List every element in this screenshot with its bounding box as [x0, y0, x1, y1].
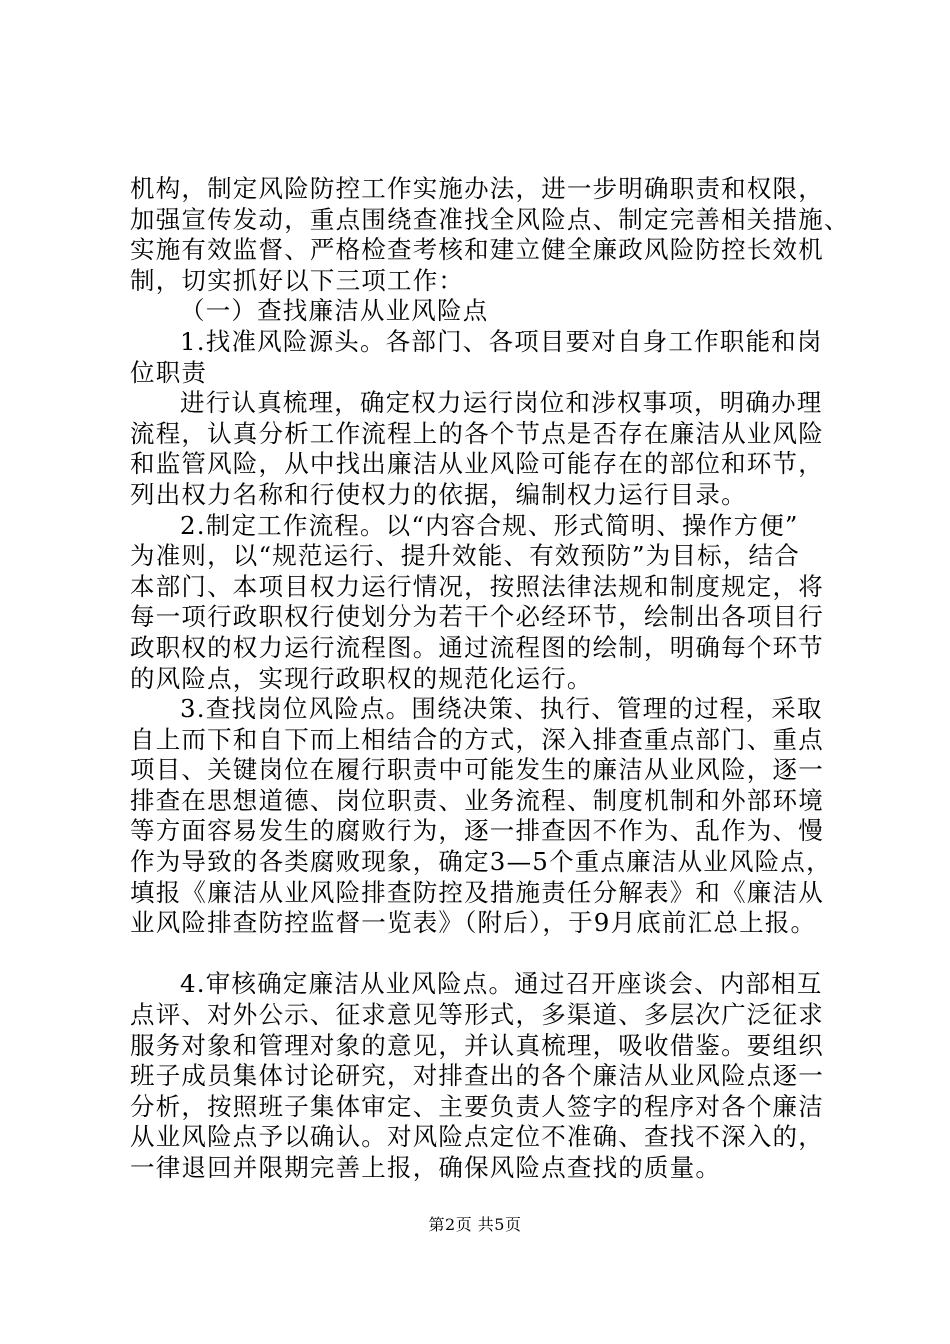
text-line: 从业风险点予以确认。对风险点定位不准确、查找不深入的， — [130, 1122, 824, 1152]
text-line: 点评、对外公示、征求意见等形式，多渠道、多层次广泛征求 — [130, 1000, 824, 1030]
text-line: 等方面容易发生的腐败行为，逐一排查因不作为、乱作为、慢 — [130, 816, 824, 846]
text-line: 机构，制定风险防控工作实施办法，进一步明确职责和权限， — [130, 174, 824, 203]
text-line: 的风险点，实现行政职权的规范化运行。 — [130, 663, 593, 693]
text-line: 政职权的权力运行流程图。通过流程图的绘制，明确每个环节 — [130, 632, 824, 662]
text-line: 一律退回并限期完善上报，确保风险点查找的质量。 — [130, 1153, 722, 1182]
text-line: 1.找准风险源头。各部门、各项目要对自身工作职能和岗 — [180, 326, 823, 356]
text-line: 业风险排查防控监督一览表》（附后），于9月底前汇总上报。 — [130, 908, 817, 938]
text-line: 实施有效监督、严格检查考核和建立健全廉政风险防控长效机 — [130, 235, 824, 265]
section-heading: （一）查找廉洁从业风险点 — [180, 296, 489, 326]
document-body — [130, 174, 850, 1184]
text-line: 自上而下和自下而上相结合的方式，深入排查重点部门、重点 — [130, 724, 824, 754]
text-line: 流程，认真分析工作流程上的各个节点是否存在廉洁从业风险 — [130, 418, 824, 448]
text-line: 和监管风险，从中找出廉洁从业风险可能存在的部位和环节， — [130, 449, 824, 479]
text-line: 4.审核确定廉洁从业风险点。通过召开座谈会、内部相互 — [180, 969, 823, 999]
text-line: 加强宣传发动，重点围绕查准找全风险点、制定完善相关措施、 — [130, 204, 850, 234]
text-line: 为准则，以“规范运行、提升效能、有效预防”为目标，结合 — [130, 541, 800, 571]
paragraph-gap — [130, 939, 850, 970]
text-line: 3.查找岗位风险点。围绕决策、执行、管理的过程，采取 — [180, 694, 823, 724]
text-line: 进行认真梳理，确定权力运行岗位和涉权事项，明确办理 — [180, 388, 823, 418]
text-line: 本部门、本项目权力运行情况，按照法律法规和制度规定，将 — [130, 571, 824, 601]
text-line: 制，切实抓好以下三项工作： — [130, 265, 465, 295]
text-line: 项目、关键岗位在履行职责中可能发生的廉洁从业风险，逐一 — [130, 755, 824, 785]
text-line: 班子成员集体讨论研究，对排查出的各个廉洁从业风险点逐一 — [130, 1061, 824, 1091]
page-footer — [0, 1215, 950, 1235]
text-line: 2.制定工作流程。以“内容合规、形式简明、操作方便” — [180, 510, 799, 540]
text-line: 位职责 — [130, 357, 208, 387]
text-line: 列出权力名称和行使权力的依据，编制权力运行目录。 — [130, 479, 747, 509]
page-number: 第2页 共5页 — [428, 1215, 522, 1234]
text-line: 排查在思想道德、岗位职责、业务流程、制度机制和外部环境 — [130, 785, 824, 815]
text-line: 填报《廉洁从业风险排查防控及措施责任分解表》和《廉洁从 — [130, 877, 824, 907]
text-line: 服务对象和管理对象的意见，并认真梳理，吸收借鉴。要组织 — [130, 1030, 824, 1060]
text-line: 分析，按照班子集体审定、主要负责人签字的程序对各个廉洁 — [130, 1091, 824, 1121]
text-line: 每一项行政职权行使划分为若干个必经环节，绘制出各项目行 — [130, 602, 824, 632]
text-line: 作为导致的各类腐败现象，确定3—5个重点廉洁从业风险点， — [130, 847, 832, 877]
